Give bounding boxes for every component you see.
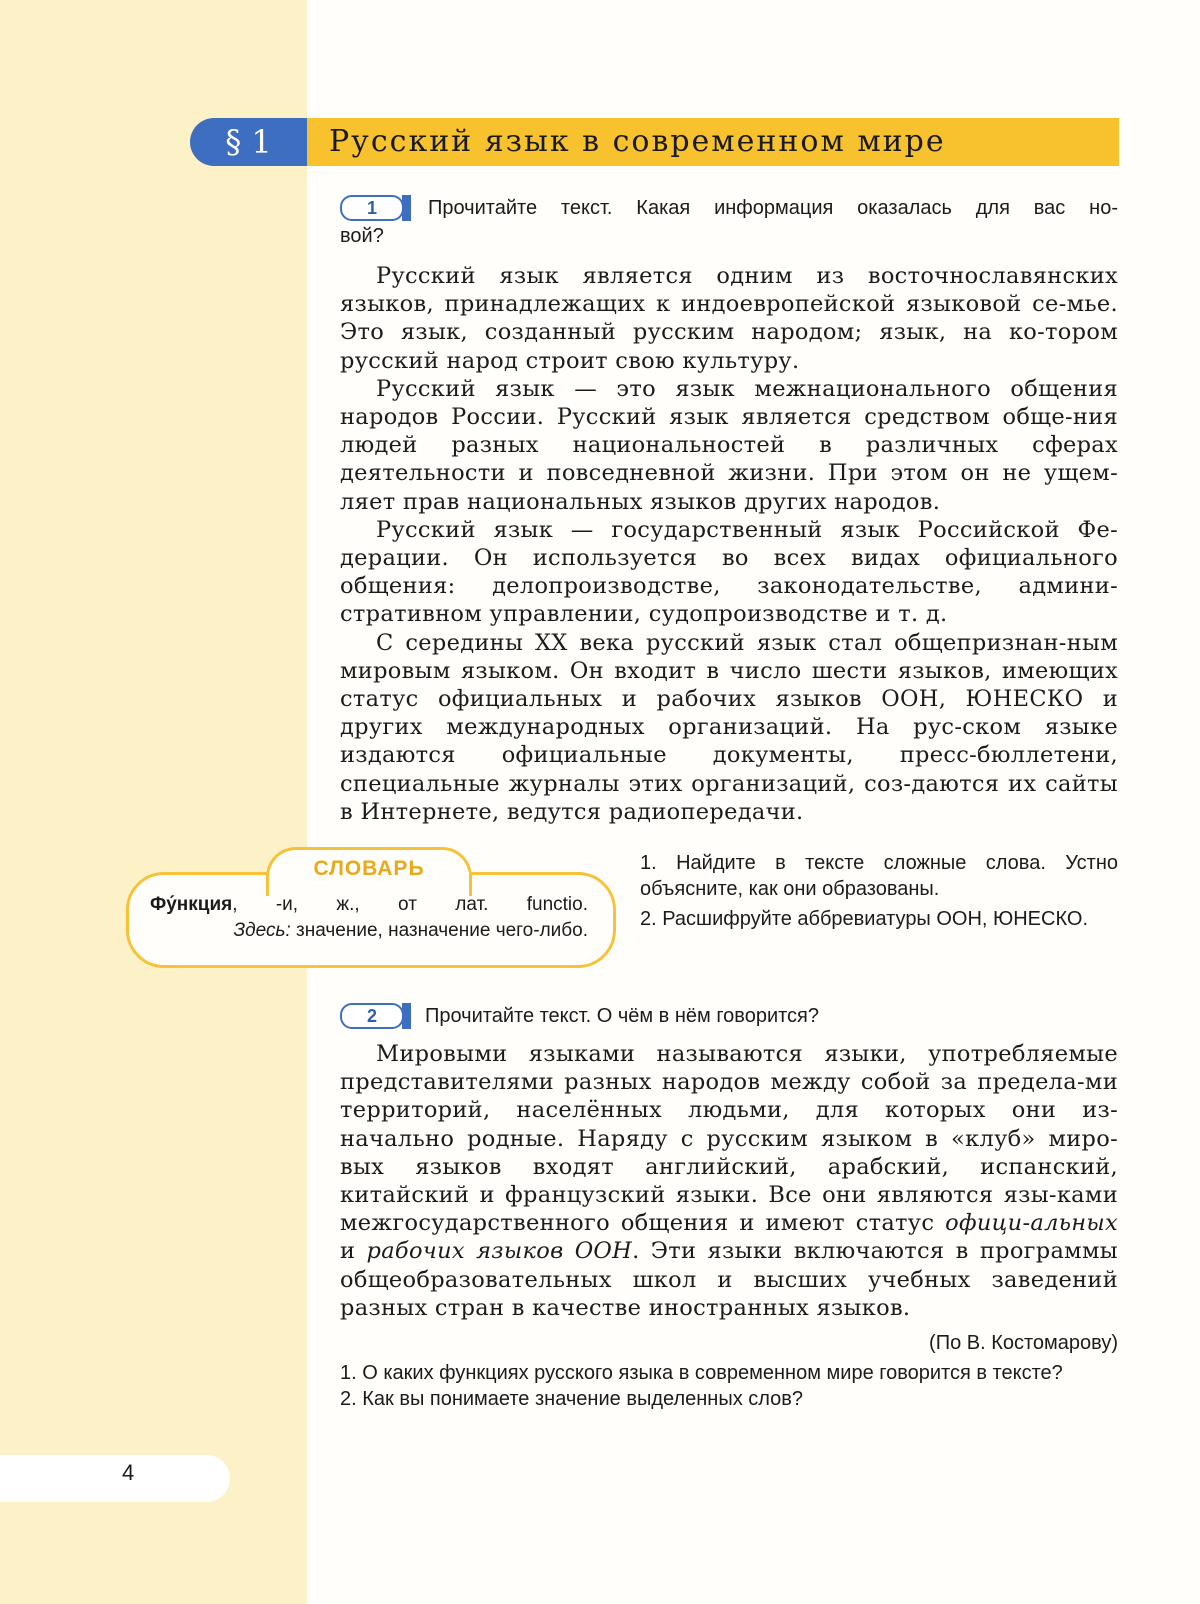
- question: 1. О каких функциях русского языка в современном мире говорится в тексте?: [340, 1362, 1063, 1384]
- question: 2. Как вы понимаете значение выделенных слов?: [340, 1388, 804, 1410]
- section-number-badge: § 1: [190, 118, 307, 166]
- task-1-text: [340, 262, 1118, 826]
- source-attribution: (По В. Костомарову): [929, 1332, 1118, 1354]
- task-1-instruction: Прочитайте текст. Какая информация оказалась для вас но-: [428, 197, 1118, 219]
- task-1-questions: [640, 850, 1118, 932]
- task-2-instruction: Прочитайте текст. О чём в нём говорится?: [425, 1005, 820, 1027]
- task-2-questions: [340, 1360, 1118, 1412]
- section-title-bar: [307, 118, 1119, 166]
- glossary-meaning: значение, назначение чего-либо.: [290, 920, 588, 941]
- glossary-definition: [150, 918, 588, 944]
- highlighted-words: офици-альных: [945, 1210, 1118, 1237]
- margin-strip: [0, 0, 307, 1604]
- glossary-title: СЛОВАРЬ: [313, 857, 425, 880]
- task-1-instruction-cont: вой?: [340, 225, 384, 247]
- glossary-entry: [150, 892, 588, 918]
- task-marker-bar: [402, 1003, 411, 1029]
- question: 1. Найдите в тексте сложные слова. Устно объясните, как они образованы.: [640, 852, 1118, 900]
- page-number: 4: [122, 1460, 135, 1485]
- glossary-grammar: , -и, ж., от лат. functio.: [232, 894, 588, 915]
- page-number-tab: [0, 1455, 230, 1502]
- task-1-marker: [340, 195, 410, 221]
- task-2-text: [340, 1040, 1118, 1322]
- paragraph: С середины XX века русский язык стал общепризнан-ным мировым языком. Он входит в число шести языков, имеющих статус официальных и рабочих языков ООН, ЮНЕСКО и других международных организаций. На рус-ском языке издаются официальные документы, пресс-бюллетени, специальные журналы этих организаций, соз-даются их сайты в Интернете, ведутся радиопередачи.: [340, 629, 1118, 825]
- paragraph: Русский язык — государственный язык Российской Фе-дерации. Он используется во всех видах официального общения: делопроизводстве, законодательстве, админи-стративном управлении, судопроизводстве и т. д.: [340, 516, 1118, 628]
- question: 2. Расшифруйте аббревиатуры ООН, ЮНЕСКО.: [640, 908, 1089, 930]
- paragraph: Мировыми языками называются языки, употребляемые представителями разных народов между собой за предела-ми территорий, населённых людьми, для которых они из-начально родные. Наряду с русским языком в «клуб» миро-вых языков входят английский, арабский, испанский, китайский и французский языки. Все они являются язы-ками межгосударственного общения и имеют статус офици-альных и рабочих языков ООН. Эти языки включаются в программы общеобразовательных школ и высших учебных заведений разных стран в качестве иностранных языков.: [340, 1041, 1118, 1321]
- task-2-marker: [340, 1003, 410, 1029]
- section-title: Русский язык в современном мире: [329, 124, 946, 159]
- glossary-here-label: Здесь:: [233, 920, 291, 941]
- highlighted-words: рабочих языков ООН: [366, 1238, 633, 1265]
- glossary-term: Фу́нкция: [150, 894, 233, 915]
- task-marker-bar: [402, 195, 411, 221]
- paragraph: Русский язык — это язык межнационального общения народов России. Русский язык является средством обще-ния людей разных национальностей в различных сферах деятельности и повседневной жизни. При этом он не ущем-ляет прав национальных языков других народов.: [340, 375, 1118, 515]
- paragraph: Русский язык является одним из восточнославянских языков, принадлежащих к индоевропейской языковой се-мье. Это язык, созданный русским народом; язык, на ко-тором русский народ строит свою культуру.: [340, 263, 1118, 374]
- task-number: 2: [340, 1003, 404, 1029]
- task-number: 1: [340, 195, 404, 221]
